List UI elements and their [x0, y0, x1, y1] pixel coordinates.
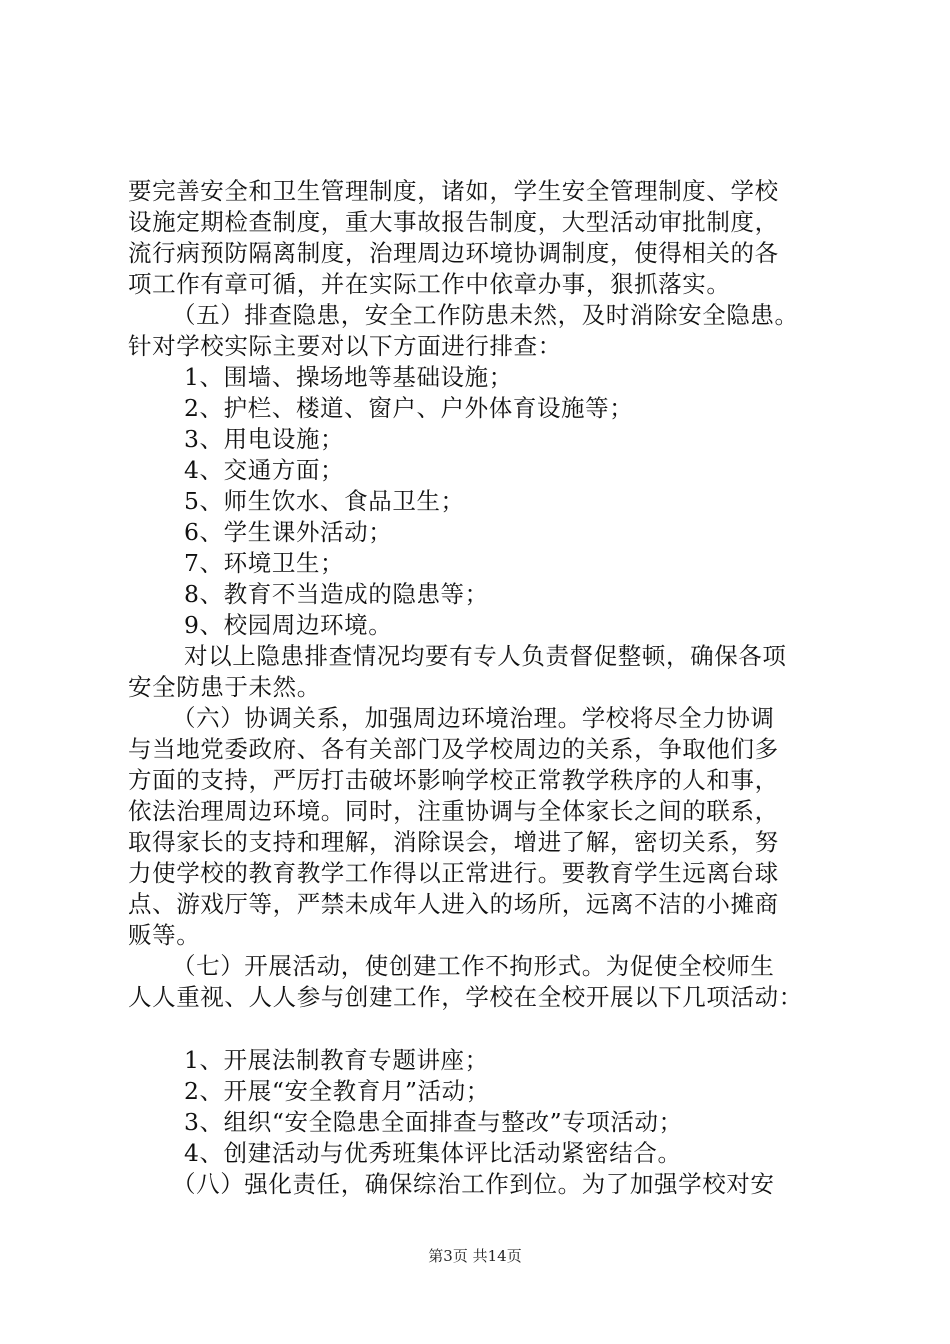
- text-line: 点、游戏厅等，严禁未成年人进入的场所，远离不洁的小摊商: [128, 890, 779, 918]
- section-heading: （六）协调关系，加强周边环境治理。学校将尽全力协调: [172, 704, 775, 732]
- text-line: 对以上隐患排查情况均要有专人负责督促整顿，确保各项: [184, 642, 787, 670]
- page-footer: 第3页 共14页: [428, 1247, 522, 1265]
- text-line: 依法治理周边环境。同时，注重协调与全体家长之间的联系，: [128, 797, 779, 825]
- text-line: 力使学校的教育教学工作得以正常进行。要教育学生远离台球: [128, 859, 779, 887]
- section-heading: （五）排查隐患，安全工作防患未然，及时消除安全隐患。: [172, 301, 799, 329]
- text-line: 方面的支持，严厉打击破坏影响学校正常教学秩序的人和事，: [128, 766, 779, 794]
- section-heading: （八）强化责任，确保综治工作到位。为了加强学校对安: [172, 1170, 775, 1198]
- text-line: 贩等。: [128, 921, 201, 949]
- text-line: 与当地党委政府、各有关部门及学校周边的关系，争取他们多: [128, 735, 779, 763]
- text-line: 人人重视、人人参与创建工作，学校在全校开展以下几项活动：: [128, 983, 803, 1011]
- list-item: 7、环境卫生；: [184, 549, 345, 577]
- list-item: 1、开展法制教育专题讲座；: [184, 1046, 489, 1074]
- list-item: 4、交通方面；: [184, 456, 345, 484]
- text-line: 流行病预防隔离制度，治理周边环境协调制度，使得相关的各: [128, 239, 779, 267]
- section-heading: （七）开展活动，使创建工作不拘形式。为促使全校师生: [172, 952, 775, 980]
- text-line: 要完善安全和卫生管理制度，诸如，学生安全管理制度、学校: [128, 177, 779, 205]
- list-item: 6、学生课外活动；: [184, 518, 393, 546]
- text-line: 项工作有章可循，并在实际工作中依章办事，狠抓落实。: [128, 270, 731, 298]
- list-item: 1、围墙、操场地等基础设施；: [184, 363, 513, 391]
- list-item: 3、组织“安全隐患全面排查与整改”专项活动；: [184, 1108, 683, 1136]
- list-item: 2、护栏、楼道、窗户、户外体育设施等；: [184, 394, 634, 422]
- list-item: 8、教育不当造成的隐患等；: [184, 580, 489, 608]
- list-item: 2、开展“安全教育月”活动；: [184, 1077, 490, 1105]
- text-line: 取得家长的支持和理解，消除误会，增进了解，密切关系，努: [128, 828, 779, 856]
- text-line: 设施定期检查制度，重大事故报告制度，大型活动审批制度，: [128, 208, 779, 236]
- list-item: 9、校园周边环境。: [184, 611, 393, 639]
- text-line: 安全防患于未然。: [128, 673, 321, 701]
- list-item: 3、用电设施；: [184, 425, 345, 453]
- list-item: 4、创建活动与优秀班集体评比活动紧密结合。: [184, 1139, 682, 1167]
- text-line: 针对学校实际主要对以下方面进行排查：: [128, 332, 562, 360]
- list-item: 5、师生饮水、食品卫生；: [184, 487, 465, 515]
